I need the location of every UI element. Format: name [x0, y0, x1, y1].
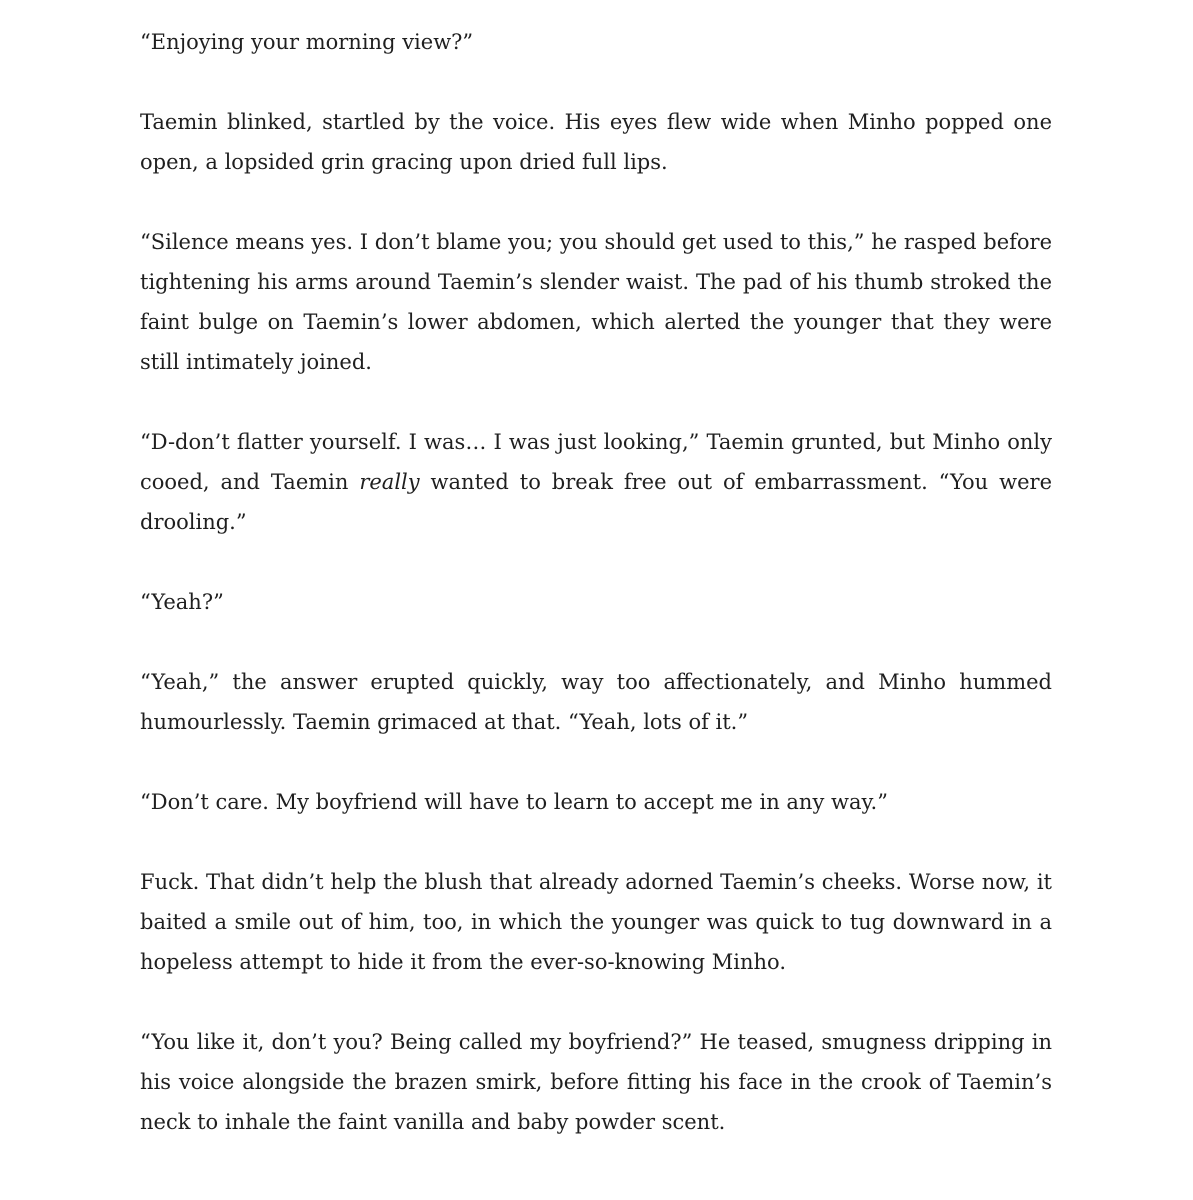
paragraph-4 — [140, 422, 1052, 542]
paragraph-1: “Enjoying your morning view?” — [140, 30, 474, 54]
paragraph-9: “You like it, don’t you? Being called my boyfriend?” He teased, smugness dripping in his voice alongside the brazen smirk, before fitting his face in the crook of Taemin’s neck to inhale the faint vanilla and baby powder scent. — [140, 1030, 1052, 1134]
paragraph-7: “Don’t care. My boyfriend will have to learn to accept me in any way.” — [140, 790, 888, 814]
paragraph-4-before: “D-don’t flatter yourself. I was… I was just looking,” Taemin grunted, but Minho only cooed, and Taemin — [140, 430, 1052, 494]
paragraph-4-emphasis: really — [359, 470, 420, 494]
paragraph-8: Fuck. That didn’t help the blush that already adorned Taemin’s cheeks. Worse now, it baited a smile out of him, too, in which the younger was quick to tug downward in a hopeless attempt to hide it from the ever-so-knowing Minho. — [140, 870, 1052, 974]
story-text — [140, 0, 1052, 1182]
paragraph-5: “Yeah?” — [140, 590, 224, 614]
paragraph-4-after: wanted to break free out of embarrassment. “You were drooling.” — [140, 470, 1052, 534]
paragraph-3: “Silence means yes. I don’t blame you; you should get used to this,” he rasped before tightening his arms around Taemin’s slender waist. The pad of his thumb stroked the faint bulge on Taemin’s lower abdomen, which alerted the younger that they were still intimately joined. — [140, 230, 1052, 374]
paragraph-2: Taemin blinked, startled by the voice. His eyes flew wide when Minho popped one open, a lopsided grin gracing upon dried full lips. — [140, 110, 1052, 174]
paragraph-6: “Yeah,” the answer erupted quickly, way too affectionately, and Minho hummed humourlessly. Taemin grimaced at that. “Yeah, lots of it.” — [140, 670, 1052, 734]
